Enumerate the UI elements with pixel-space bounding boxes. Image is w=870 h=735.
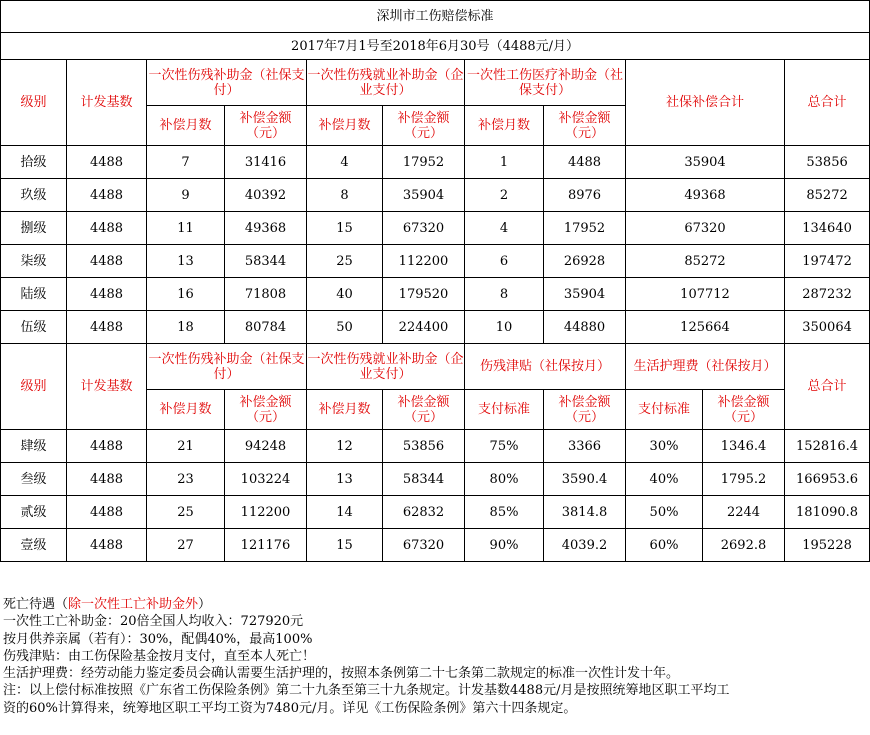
cell-a2: 179520 xyxy=(383,278,465,311)
cell-m2: 12 xyxy=(307,430,383,463)
cell-total: 53856 xyxy=(785,146,870,179)
cell-level: 玖级 xyxy=(1,179,67,212)
header-amount: 补偿金额（元） xyxy=(225,390,307,430)
cell-total: 287232 xyxy=(785,278,870,311)
cell-a4: 1795.2 xyxy=(703,463,785,496)
header-rate: 支付标准 xyxy=(626,390,703,430)
cell-r3: 75% xyxy=(465,430,544,463)
cell-a2: 17952 xyxy=(383,146,465,179)
cell-a2: 67320 xyxy=(383,529,465,562)
cell-level: 柒级 xyxy=(1,245,67,278)
cell-m2: 25 xyxy=(307,245,383,278)
cell-m1: 11 xyxy=(147,212,225,245)
cell-a2: 224400 xyxy=(383,311,465,344)
cell-m2: 8 xyxy=(307,179,383,212)
cell-base: 4488 xyxy=(67,529,147,562)
note-line: 按月供养亲属（若有）：30%，配偶40%，最高100% xyxy=(3,631,313,647)
cell-m3: 6 xyxy=(465,245,544,278)
cell-r4: 30% xyxy=(626,430,703,463)
cell-m1: 21 xyxy=(147,430,225,463)
cell-total: 181090.8 xyxy=(785,496,870,529)
cell-social: 125664 xyxy=(626,311,785,344)
cell-a1: 80784 xyxy=(225,311,307,344)
cell-a1: 71808 xyxy=(225,278,307,311)
cell-base: 4488 xyxy=(67,146,147,179)
header-months: 补偿月数 xyxy=(465,106,544,146)
cell-a2: 58344 xyxy=(383,463,465,496)
header-employment-subsidy: 一次性伤残就业补助金（企业支付） xyxy=(307,344,465,390)
header-months: 补偿月数 xyxy=(147,390,225,430)
cell-level: 拾级 xyxy=(1,146,67,179)
cell-level: 叁级 xyxy=(1,463,67,496)
cell-social: 67320 xyxy=(626,212,785,245)
cell-m1: 18 xyxy=(147,311,225,344)
cell-m3: 8 xyxy=(465,278,544,311)
cell-m2: 4 xyxy=(307,146,383,179)
cell-a1: 103224 xyxy=(225,463,307,496)
cell-level: 贰级 xyxy=(1,496,67,529)
header-medical-subsidy: 一次性工伤医疗补助金（社保支付） xyxy=(465,60,626,106)
table-row xyxy=(1,311,870,344)
cell-base: 4488 xyxy=(67,463,147,496)
cell-a2: 62832 xyxy=(383,496,465,529)
cell-total: 152816.4 xyxy=(785,430,870,463)
cell-r4: 40% xyxy=(626,463,703,496)
cell-a2: 35904 xyxy=(383,179,465,212)
header-amount: 补偿金额（元） xyxy=(225,106,307,146)
note-line: 注：以上偿付标准按照《广东省工伤保险条例》第二十九条至第三十九条规定。计发基数4488元/月是按照统筹地区职工平均工 xyxy=(3,683,730,699)
cell-a1: 58344 xyxy=(225,245,307,278)
cell-m1: 13 xyxy=(147,245,225,278)
cell-total: 350064 xyxy=(785,311,870,344)
cell-a1: 121176 xyxy=(225,529,307,562)
header-nursing-fee: 生活护理费（社保按月） xyxy=(626,344,785,390)
cell-total: 166953.6 xyxy=(785,463,870,496)
cell-a3: 4488 xyxy=(544,146,626,179)
cell-total: 134640 xyxy=(785,212,870,245)
cell-a1: 49368 xyxy=(225,212,307,245)
header-employment-subsidy: 一次性伤残就业补助金（企业支付） xyxy=(307,60,465,106)
cell-a1: 40392 xyxy=(225,179,307,212)
cell-m2: 50 xyxy=(307,311,383,344)
cell-social: 85272 xyxy=(626,245,785,278)
cell-social: 35904 xyxy=(626,146,785,179)
header-grand-total: 总合计 xyxy=(785,60,870,146)
cell-m3: 1 xyxy=(465,146,544,179)
cell-base: 4488 xyxy=(67,430,147,463)
cell-a1: 31416 xyxy=(225,146,307,179)
cell-m1: 16 xyxy=(147,278,225,311)
cell-m2: 13 xyxy=(307,463,383,496)
header-amount: 补偿金额（元） xyxy=(703,390,785,430)
table-row xyxy=(1,496,870,529)
cell-a1: 112200 xyxy=(225,496,307,529)
cell-m1: 23 xyxy=(147,463,225,496)
cell-base: 4488 xyxy=(67,245,147,278)
header-amount: 补偿金额（元） xyxy=(383,390,465,430)
cell-m3: 10 xyxy=(465,311,544,344)
cell-a4: 2244 xyxy=(703,496,785,529)
cell-a2: 112200 xyxy=(383,245,465,278)
cell-a4: 2692.8 xyxy=(703,529,785,562)
cell-m1: 25 xyxy=(147,496,225,529)
cell-m2: 40 xyxy=(307,278,383,311)
cell-social: 107712 xyxy=(626,278,785,311)
note-line: 资的60%计算得来，统筹地区职工平均工资为7480元/月。详见《工伤保险条例》第六十四条规定。 xyxy=(3,700,577,716)
cell-m1: 7 xyxy=(147,146,225,179)
page-title: 深圳市工伤赔偿标准 xyxy=(1,1,870,33)
cell-a3: 3814.8 xyxy=(544,496,626,529)
note-line: 伤残津贴：由工伤保险基金按月支付，直至本人死亡！ xyxy=(3,648,316,664)
header-base: 计发基数 xyxy=(67,60,147,146)
header-disability-subsidy: 一次性伤残补助金（社保支付） xyxy=(147,60,307,106)
cell-a2: 67320 xyxy=(383,212,465,245)
header-months: 补偿月数 xyxy=(307,106,383,146)
header-level: 级别 xyxy=(1,60,67,146)
table-row xyxy=(1,212,870,245)
cell-m2: 14 xyxy=(307,496,383,529)
cell-level: 肆级 xyxy=(1,430,67,463)
cell-r3: 85% xyxy=(465,496,544,529)
cell-m1: 27 xyxy=(147,529,225,562)
header-months: 补偿月数 xyxy=(307,390,383,430)
table-row xyxy=(1,430,870,463)
header-disability-allowance: 伤残津贴（社保按月） xyxy=(465,344,626,390)
cell-total: 85272 xyxy=(785,179,870,212)
cell-a3: 17952 xyxy=(544,212,626,245)
header-disability-subsidy: 一次性伤残补助金（社保支付） xyxy=(147,344,307,390)
cell-total: 195228 xyxy=(785,529,870,562)
note-line: 生活护理费：经劳动能力鉴定委员会确认需要生活护理的，按照本条例第二十七条第二款规定的标准一次性计发十年。 xyxy=(3,666,680,682)
cell-a1: 94248 xyxy=(225,430,307,463)
table-row xyxy=(1,146,870,179)
cell-base: 4488 xyxy=(67,179,147,212)
header-amount: 补偿金额（元） xyxy=(544,390,626,430)
cell-m3: 4 xyxy=(465,212,544,245)
header-base: 计发基数 xyxy=(67,344,147,430)
notes-section xyxy=(0,596,870,717)
table-row xyxy=(1,179,870,212)
cell-r4: 50% xyxy=(626,496,703,529)
cell-social: 49368 xyxy=(626,179,785,212)
cell-a3: 35904 xyxy=(544,278,626,311)
cell-total: 197472 xyxy=(785,245,870,278)
header-social-total: 社保补偿合计 xyxy=(626,60,785,146)
header-amount: 补偿金额（元） xyxy=(383,106,465,146)
cell-level: 捌级 xyxy=(1,212,67,245)
table-row xyxy=(1,245,870,278)
cell-base: 4488 xyxy=(67,496,147,529)
table-row xyxy=(1,529,870,562)
cell-level: 壹级 xyxy=(1,529,67,562)
cell-r3: 90% xyxy=(465,529,544,562)
cell-a3: 3590.4 xyxy=(544,463,626,496)
note-death-exception: 除一次性工亡补助金外 xyxy=(68,597,199,612)
cell-a3: 44880 xyxy=(544,311,626,344)
header-grand-total: 总合计 xyxy=(785,344,870,430)
cell-m2: 15 xyxy=(307,529,383,562)
cell-a3: 26928 xyxy=(544,245,626,278)
cell-m2: 15 xyxy=(307,212,383,245)
cell-level: 陆级 xyxy=(1,278,67,311)
cell-a3: 8976 xyxy=(544,179,626,212)
header-rate: 支付标准 xyxy=(465,390,544,430)
cell-a3: 3366 xyxy=(544,430,626,463)
cell-r3: 80% xyxy=(465,463,544,496)
cell-base: 4488 xyxy=(67,278,147,311)
header-amount: 补偿金额（元） xyxy=(544,106,626,146)
note-death: 死亡待遇（除一次性工亡补助金外） xyxy=(3,597,212,612)
cell-a4: 1346.4 xyxy=(703,430,785,463)
table-row xyxy=(1,463,870,496)
cell-a3: 4039.2 xyxy=(544,529,626,562)
cell-a2: 53856 xyxy=(383,430,465,463)
header-level: 级别 xyxy=(1,344,67,430)
table-row xyxy=(1,278,870,311)
cell-base: 4488 xyxy=(67,311,147,344)
cell-m1: 9 xyxy=(147,179,225,212)
cell-m3: 2 xyxy=(465,179,544,212)
header-months: 补偿月数 xyxy=(147,106,225,146)
page-subtitle: 2017年7月1号至2018年6月30号（4488元/月） xyxy=(1,33,870,60)
cell-level: 伍级 xyxy=(1,311,67,344)
cell-r4: 60% xyxy=(626,529,703,562)
note-line: 一次性工亡补助金：20倍全国人均收入：727920元 xyxy=(3,614,304,630)
cell-base: 4488 xyxy=(67,212,147,245)
